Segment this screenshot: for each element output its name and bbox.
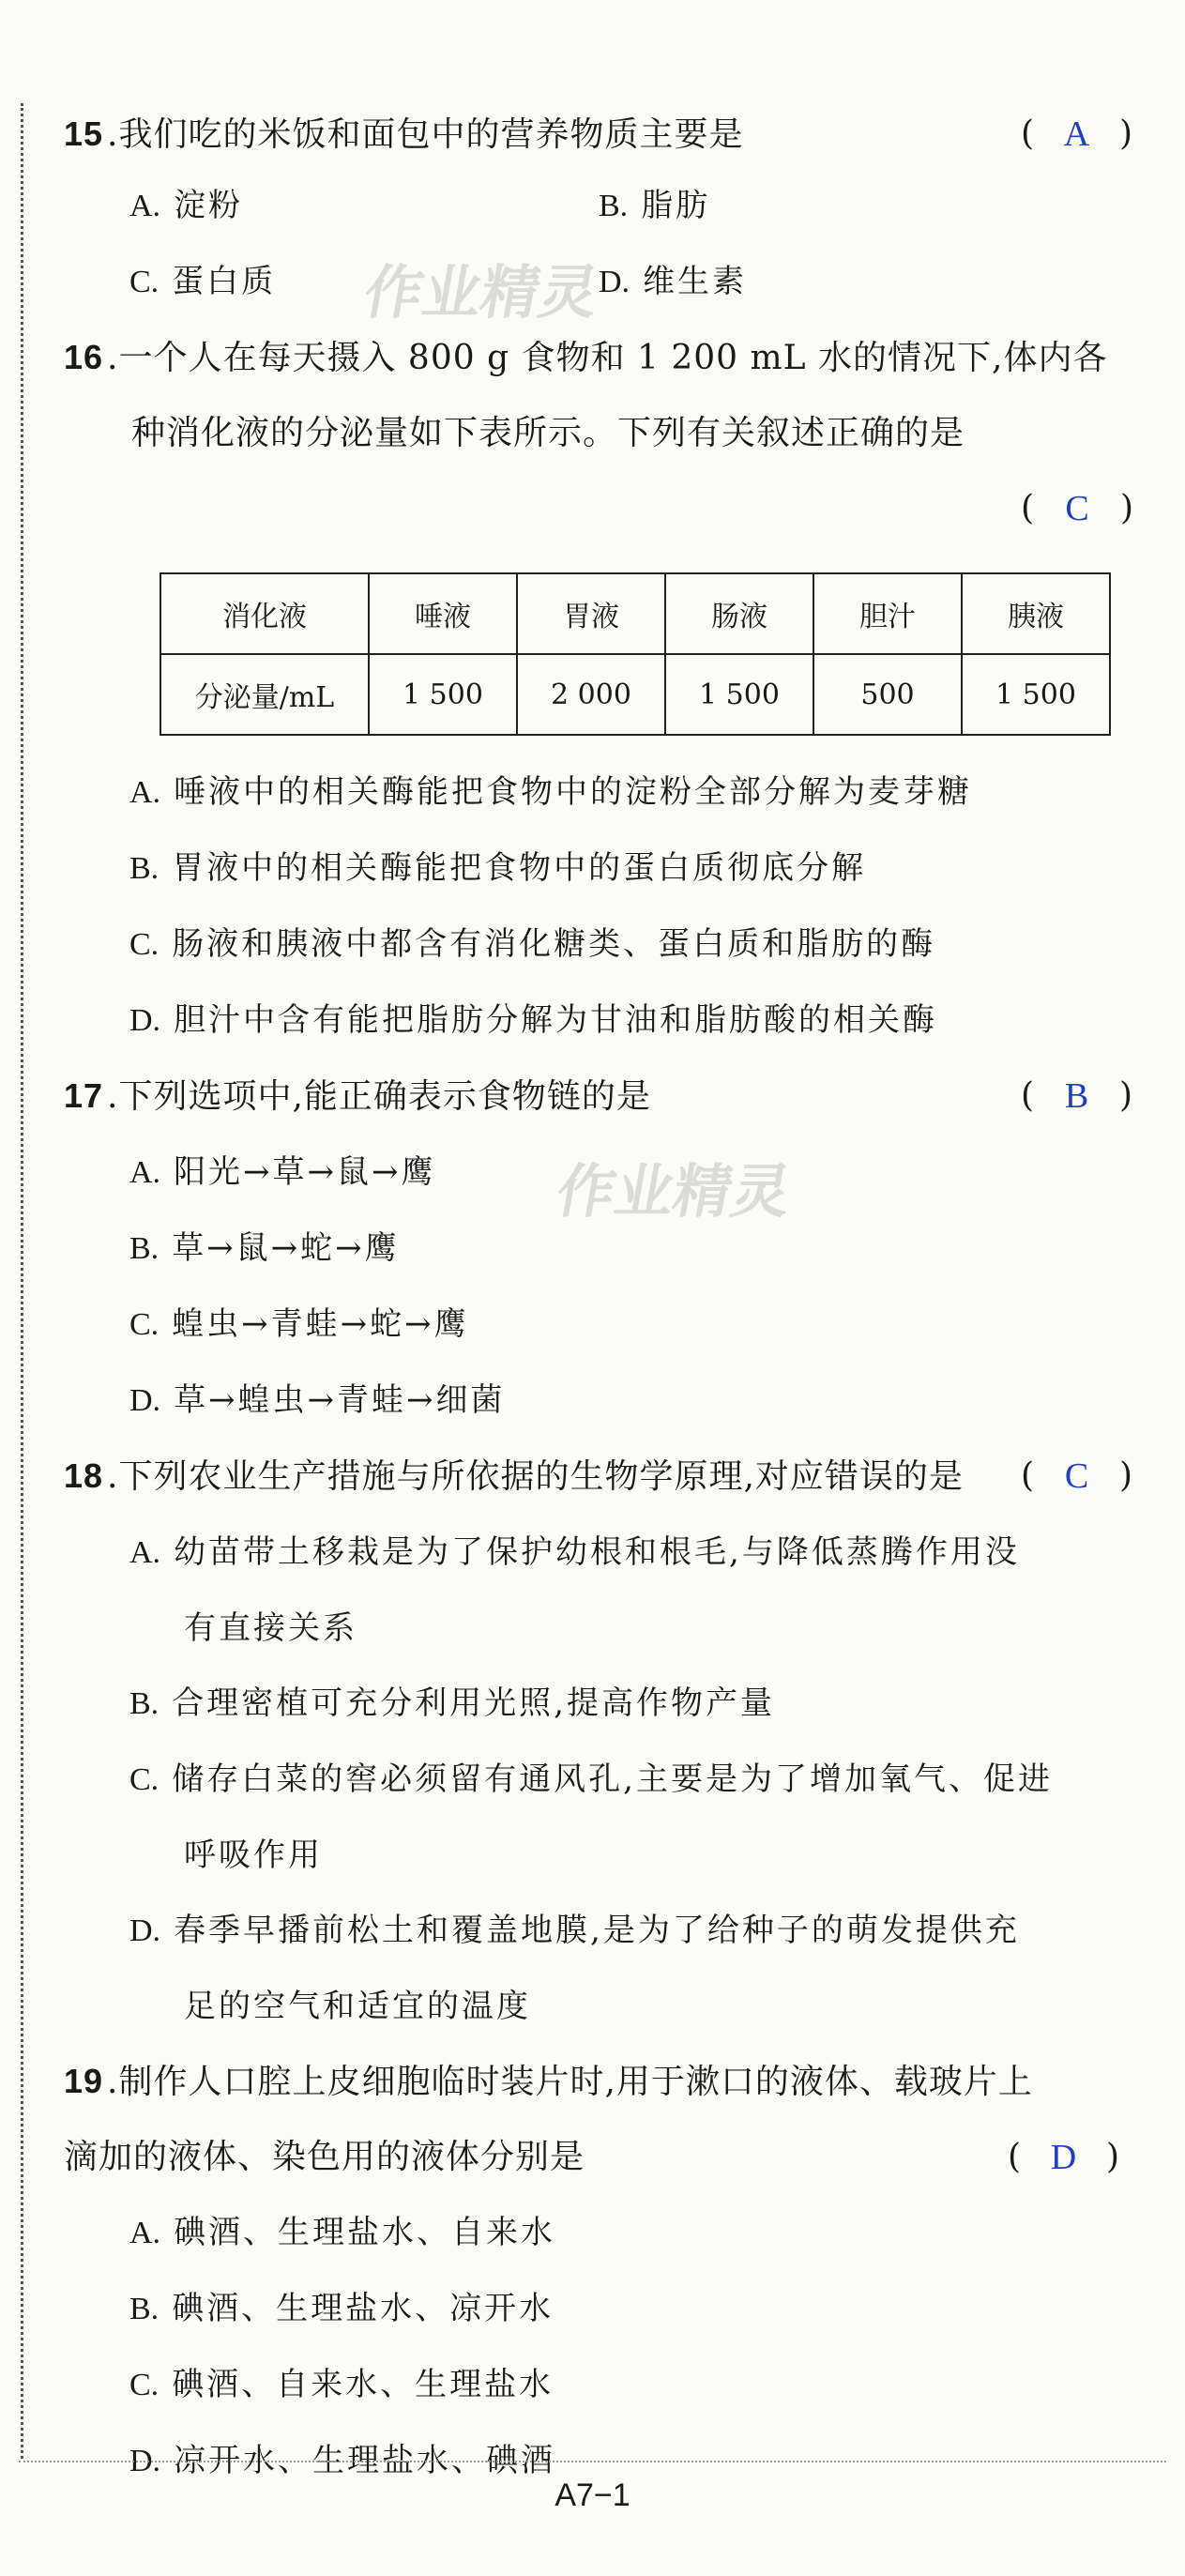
answer-letter: D [1050,2138,1078,2177]
option-b: B. 脂肪 [599,187,711,224]
option-a: A. 淀粉 [129,187,244,224]
option-c: C. 肠液和胰液中都含有消化糖类、蛋白质和脂肪的酶 [129,925,936,963]
table-cell: 2 000 [517,654,665,735]
answer-letter: C [1064,1456,1090,1496]
table-header-cell: 消化液 [160,573,369,654]
option-a: A. 碘酒、生理盐水、自来水 [129,2214,556,2251]
option-a: A. 幼苗带土移栽是为了保护幼根和根毛,与降低蒸腾作用没 [129,1533,1020,1571]
table-header-cell: 肠液 [665,573,813,654]
option-d: D. 维生素 [599,263,748,300]
option-a: A. 唾液中的相关酶能把食物中的淀粉全部分解为麦芽糖 [129,773,973,811]
option-c: C. 碘酒、自来水、生理盐水 [129,2366,555,2403]
option-b: B. 碘酒、生理盐水、凉开水 [129,2290,555,2327]
question-18 [64,1439,1133,2044]
question-text: .下列选项中,能正确表示食物链的是 [107,1077,651,1116]
table-header-cell: 胰液 [962,573,1110,654]
option-c: C. 蝗虫→青蛙→蛇→鹰 [129,1305,469,1343]
table-cell: 500 [813,654,962,735]
question-number: 16 [64,338,104,376]
question-16 [64,320,1133,1059]
question-number: 17 [64,1076,104,1115]
answer-bracket: ( B ) [1021,1059,1133,1134]
question-number: 18 [64,1456,104,1495]
question-stem [64,101,1133,168]
option-d: D. 草→蝗虫→青蛙→细菌 [129,1381,506,1419]
page-number: A7−1 [555,2477,630,2513]
question-text: .一个人在每天摄入 800 g 食物和 1 200 mL 水的情况下,体内各 [107,339,1108,377]
option-c: C. 储存白菜的窖必须留有通风孔,主要是为了增加氧气、促进 [129,1761,1053,1798]
option-b: B. 合理密植可充分利用光照,提高作物产量 [129,1684,775,1722]
question-text-cont: 种消化液的分泌量如下表所示。下列有关叙述正确的是 [131,414,965,452]
table-cell: 分泌量/mL [160,654,369,735]
answer-bracket: ( C ) [1021,481,1133,536]
question-text: .制作人口腔上皮细胞临时装片时,用于漱口的液体、载玻片上 [107,2063,1033,2101]
question-17 [64,1059,1133,1439]
option-d: D. 凉开水、生理盐水、碘酒 [129,2442,556,2479]
question-number: 19 [64,2062,104,2100]
table-header-cell: 胆汁 [813,573,962,654]
answer-letter: A [1063,114,1091,154]
option-d: D. 春季早播前松土和覆盖地膜,是为了给种子的萌发提供充 [129,1912,1020,1949]
answer-bracket: ( A ) [1021,101,1133,167]
question-stem [64,2044,1133,2120]
answer-row [64,471,1133,546]
table-header-cell: 胃液 [517,573,665,654]
option-d-cont: 足的空气和适宜的温度 [184,1988,531,2025]
option-b: B. 胃液中的相关酶能把食物中的蛋白质彻底分解 [129,849,867,887]
question-stem [64,320,1133,396]
question-text: .我们吃的米饭和面包中的营养物质主要是 [107,115,744,154]
question-19 [64,2044,1133,2499]
question-stem [64,1439,1133,1515]
table-cell: 1 500 [369,654,517,735]
question-text: .下列农业生产措施与所依据的生物学原理,对应错误的是 [107,1457,964,1496]
secretion-table [160,572,1111,736]
option-c-cont: 呼吸作用 [184,1837,323,1874]
table-cell: 1 500 [962,654,1110,735]
table-header-cell: 唾液 [369,573,517,654]
option-b: B. 草→鼠→蛇→鹰 [129,1229,400,1267]
table-cell: 1 500 [665,654,813,735]
question-15 [64,101,1133,320]
question-text-cont: 滴加的液体、染色用的液体分别是 [64,2138,585,2176]
answer-letter: C [1065,489,1089,528]
option-a: A. 阳光→草→鼠→鹰 [129,1153,436,1191]
option-c: C. 蛋白质 [129,263,277,300]
table-row [160,654,1110,735]
question-number: 15 [64,114,104,153]
question-stem [64,1059,1133,1135]
option-d: D. 胆汁中含有能把脂肪分解为甘油和脂肪酸的相关酶 [129,1001,938,1039]
option-a-cont: 有直接关系 [184,1609,357,1647]
left-margin-rule [21,103,23,2459]
answer-bracket: ( C ) [1021,1439,1133,1514]
answer-bracket: ( D ) [1008,2120,1120,2195]
bottom-rule [19,2461,1166,2462]
options [64,168,1133,320]
table-row [160,573,1110,654]
answer-letter: B [1064,1076,1090,1116]
question-text-cont-row [64,2120,1133,2195]
worksheet-page [64,101,1133,2499]
watermark: 作业精灵 [551,1157,797,1226]
watermark: 作业精灵 [358,258,604,327]
